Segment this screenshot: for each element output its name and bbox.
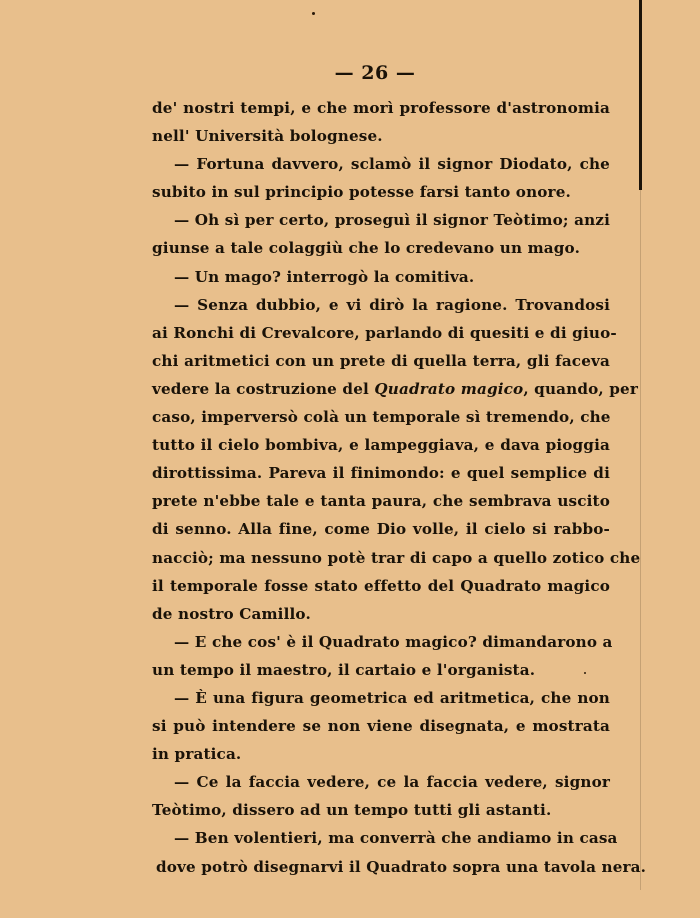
page-edge-shadow (640, 190, 641, 890)
text-line-with-italic (152, 375, 638, 403)
text-line: — È una figura geometrica ed aritmetica, che non (174, 688, 610, 707)
text-line: si può intendere se non viene disegnata, e mostrata (152, 717, 610, 736)
text-line: — E che cos' è il Quadrato magico? dimandarono a (174, 632, 613, 651)
text-line: — Ce la faccia vedere, ce la faccia vedere, signor (174, 773, 610, 792)
text-line: — Un mago? interrogò la comitiva. (174, 267, 475, 286)
text-line: — Fortuna davvero, sclamò il signor Diodato, che (174, 155, 610, 174)
text-fragment: vedere la costruzione del (152, 379, 369, 398)
text-line: — Senza dubbio, e vi dirò la ragione. Trovandosi (174, 295, 610, 314)
text-line: dirottissima. Pareva il finimondo: e quel semplice di (152, 464, 610, 483)
text-line: Teòtimo, dissero ad un tempo tutti gli astanti. (152, 801, 552, 820)
text-line: giunse a tale colaggiù che lo credevano un mago. (152, 239, 581, 258)
text-line: — Ben volentieri, ma converrà che andiamo in casa (174, 829, 618, 848)
text-line: de' nostri tempi, e che morì professore d'astronomia (152, 99, 610, 117)
text-line: nell' Università bolognese. (152, 127, 383, 146)
text-line: — Oh sì per certo, proseguì il signor Teòtimo; anzi (174, 211, 610, 230)
paper-speck (312, 12, 315, 15)
text-line: de nostro Camillo. (152, 604, 311, 623)
text-line: caso, imperversò colà un temporale sì tremendo, che (152, 408, 611, 427)
text-line: un tempo il maestro, il cartaio e l'organista. (152, 660, 536, 679)
text-line: ai Ronchi di Crevalcore, parlando di quesiti e di giuo- (152, 323, 617, 342)
text-line: in pratica. (152, 745, 242, 764)
text-line: il temporale fosse stato effetto del Quadrato magico (152, 576, 610, 595)
page-text (152, 94, 647, 881)
text-line: nacciò; ma nessuno potè trar di capo a quello zotico che (152, 548, 641, 567)
text-fragment: , quando, per (523, 379, 638, 398)
text-line: prete n'ebbe tale e tanta paura, che sembrava uscito (152, 492, 610, 511)
text-line: di senno. Alla fine, come Dio volle, il cielo si rabbo- (152, 520, 610, 539)
page-number: — 26 — (334, 62, 416, 84)
text-line: chi aritmetici con un prete di quella terra, gli faceva (152, 351, 610, 370)
text-line: tutto il cielo bombiva, e lampeggiava, e dava pioggia (152, 436, 610, 455)
page-edge-line (639, 0, 642, 190)
italic-term: Quadrato magico (374, 379, 524, 398)
text-line: subito in sul principio potesse farsi tanto onore. (152, 183, 571, 202)
text-line: dove potrò disegnarvi il Quadrato sopra una tavola nera. (156, 857, 647, 876)
